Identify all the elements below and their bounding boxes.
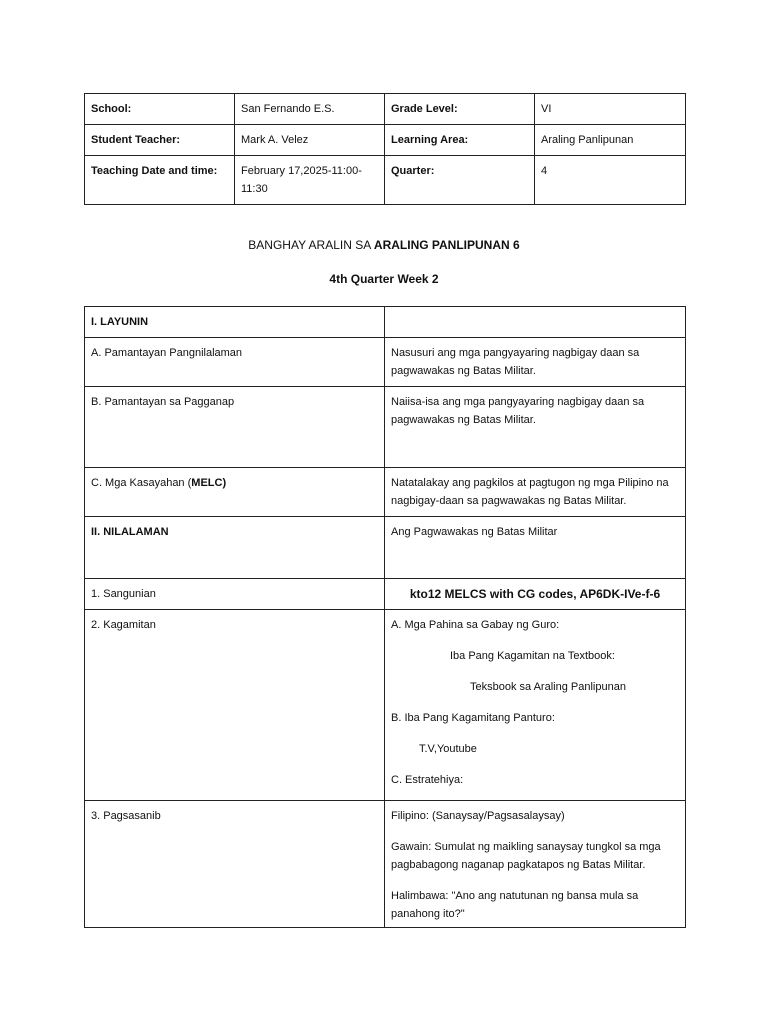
row-kagamitan <box>85 610 686 801</box>
kasayahan-value: Natatalakay ang pagkilos at pagtugon ng mga Pilipino na nagbigay-daan sa pagwawakas ng Batas Militar. <box>385 468 686 517</box>
sangunian-label: 1. Sangunian <box>85 579 385 610</box>
pagganap-label: B. Pamantayan sa Pagganap <box>85 387 385 468</box>
date-value-line1: February 17,2025-11:00- <box>241 165 362 177</box>
row-layunin <box>85 307 686 338</box>
school-value: San Fernando E.S. <box>235 94 385 125</box>
info-row-school <box>85 94 686 125</box>
row-sangunian <box>85 579 686 610</box>
row-pagganap <box>85 387 686 468</box>
kagamitan-b: B. Iba Pang Kagamitang Panturo: <box>391 712 555 724</box>
layunin-value <box>385 307 686 338</box>
kagamitan-a: A. Mga Pahina sa Gabay ng Guro: <box>391 619 560 631</box>
date-label: Teaching Date and time: <box>85 156 235 205</box>
teacher-label: Student Teacher: <box>85 125 235 156</box>
kagamitan-c: C. Estratehiya: <box>391 774 464 786</box>
info-row-date <box>85 156 686 205</box>
kasayahan-label <box>85 468 385 517</box>
kasayahan-label-bold: MELC) <box>191 477 227 489</box>
kagamitan-iba: Iba Pang Kagamitan na Textbook: <box>450 650 615 662</box>
pangnilalaman-label: A. Pamantayan Pangnilalaman <box>85 338 385 387</box>
grade-value: VI <box>535 94 686 125</box>
nilalaman-label: II. NILALAMAN <box>85 517 385 579</box>
pagsasanib-value <box>385 801 686 928</box>
pagsasanib-halimbawa: Halimbawa: "Ano ang natutunan ng bansa mula sa panahong ito?" <box>391 890 639 920</box>
row-nilalaman <box>85 517 686 579</box>
quarter-label: Quarter: <box>385 156 535 205</box>
info-table <box>84 93 686 205</box>
pagsasanib-label: 3. Pagsasanib <box>85 801 385 928</box>
document-title <box>0 238 768 252</box>
info-row-teacher <box>85 125 686 156</box>
kagamitan-value <box>385 610 686 801</box>
kasayahan-label-prefix: C. Mga Kasayahan ( <box>91 477 192 489</box>
school-label: School: <box>85 94 235 125</box>
row-pagsasanib <box>85 801 686 928</box>
quarter-value: 4 <box>535 156 686 205</box>
nilalaman-value: Ang Pagwawakas ng Batas Militar <box>385 517 686 579</box>
date-value-line2: 11:30 <box>241 183 268 195</box>
pagganap-value: Naiisa-isa ang mga pangyayaring nagbigay daan sa pagwawakas ng Batas Militar. <box>385 387 686 468</box>
row-pangnilalaman <box>85 338 686 387</box>
date-value <box>235 156 385 205</box>
pagsasanib-gawain: Gawain: Sumulat ng maikling sanaysay tungkol sa mga pagbabagong naganap pagkatapos ng Batas Militar. <box>391 841 661 871</box>
kagamitan-label: 2. Kagamitan <box>85 610 385 801</box>
title-prefix: BANGHAY ARALIN SA <box>248 238 374 252</box>
sangunian-value: kto12 MELCS with CG codes, AP6DK-IVe-f-6 <box>385 579 686 610</box>
row-kasayahan <box>85 468 686 517</box>
pagsasanib-filipino: Filipino: (Sanaysay/Pagsasalaysay) <box>391 810 565 822</box>
area-label: Learning Area: <box>385 125 535 156</box>
pangnilalaman-value: Nasusuri ang mga pangyayaring nagbigay daan sa pagwawakas ng Batas Militar. <box>385 338 686 387</box>
title-bold: ARALING PANLIPUNAN 6 <box>373 238 520 252</box>
document-subtitle: 4th Quarter Week 2 <box>329 272 439 286</box>
kagamitan-teksbook: Teksbook sa Araling Panlipunan <box>470 681 626 693</box>
area-value: Araling Panlipunan <box>535 125 686 156</box>
kagamitan-tv: T.V,Youtube <box>419 743 477 755</box>
lesson-plan-table <box>84 306 686 928</box>
teacher-value: Mark A. Velez <box>235 125 385 156</box>
grade-label: Grade Level: <box>385 94 535 125</box>
layunin-label: I. LAYUNIN <box>85 307 385 338</box>
